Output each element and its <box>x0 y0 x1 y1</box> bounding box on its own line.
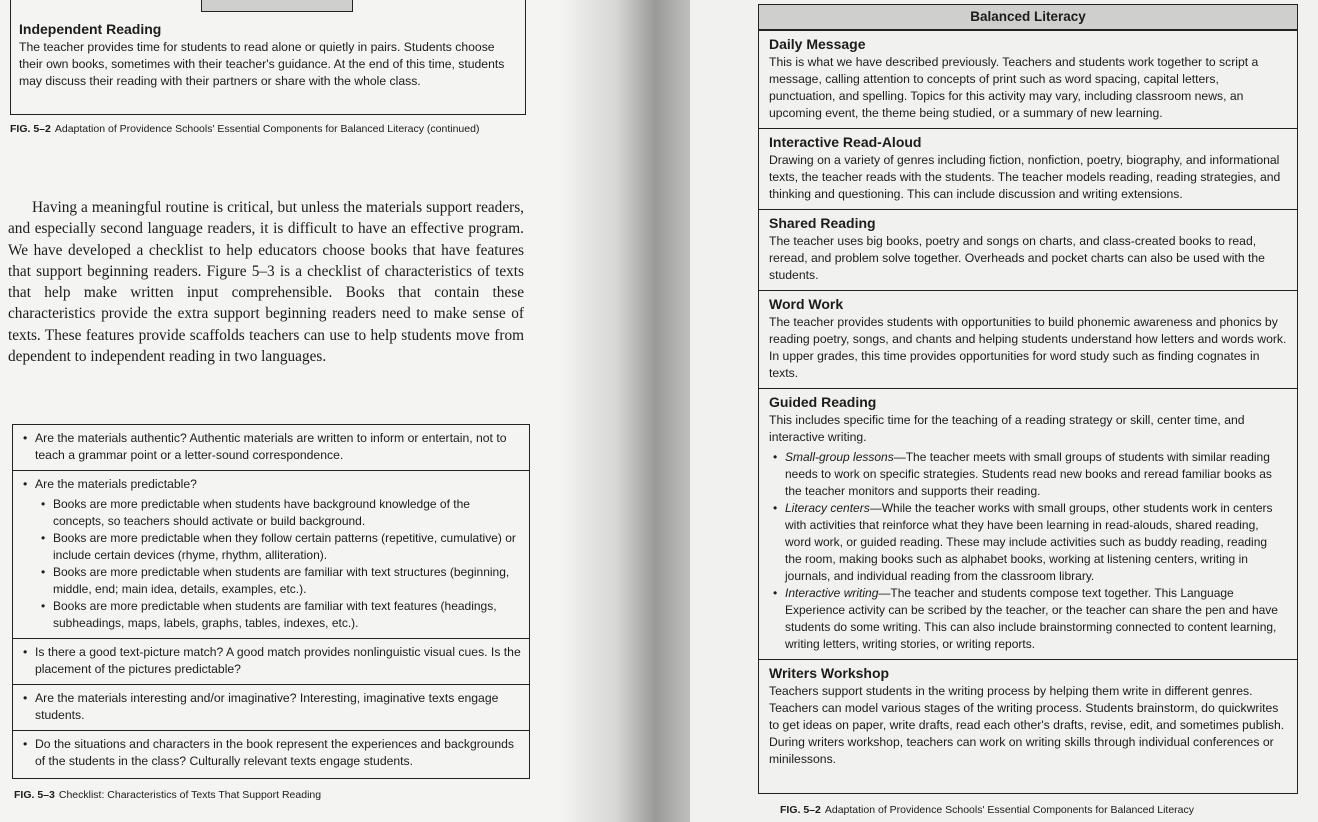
bullet-icon: • <box>23 431 28 445</box>
independent-reading-title: Independent Reading <box>19 21 162 37</box>
bullet-icon: • <box>23 691 28 705</box>
section-guided-reading <box>759 388 1297 659</box>
checklist-item-text-picture: • Is there a good text-picture match? A good match provides nonlinguistic visual cues. Is the placement of the pictures predictable? <box>13 638 529 684</box>
bullet-icon: • <box>773 450 778 464</box>
fig-5-2-continued-caption <box>10 123 479 135</box>
left-page <box>0 0 600 822</box>
caption-label: FIG. 5–2 <box>10 123 51 135</box>
bullet-icon: • <box>23 737 28 751</box>
checklist-box <box>12 424 530 779</box>
section-title: Writers Workshop <box>769 665 890 681</box>
caption-label: FIG. 5–3 <box>14 789 55 801</box>
body-paragraph: Having a meaningful routine is critical, but unless the materials support readers, and especially second language readers, it is difficult to have an effective program. We have developed a checklist to help educators choose books that have features that support beginning readers. Figure 5–3 is a checklist of characteristics of texts that help make written input comprehensible. Books that contain these characteristics provide the extra support beginning readers need to make sense of texts. These features provide scaffolds teachers can use to help students move from dependent to independent reading in two languages. <box>8 199 524 366</box>
bullet-icon: • <box>41 599 46 613</box>
fig-5-2-caption <box>780 804 1194 816</box>
bullet-icon: • <box>23 477 28 491</box>
section-text: Drawing on a variety of genres including fiction, nonfiction, poetry, biography, and informational texts, the teacher reads with the students. The teacher models reading, reading strategies, and thinking and questioning. This can include discussion and writing extensions. <box>769 153 1281 201</box>
predictable-sub-item: • Books are more predictable when they follow certain patterns (repetitive, cumulative) or include certain devices (rhyme, rhythm, alliteration). <box>41 531 516 562</box>
fig-5-3-caption <box>14 789 321 801</box>
balanced-literacy-table <box>758 4 1298 794</box>
table-title: Balanced Literacy <box>759 5 1297 30</box>
caption-text: Checklist: Characteristics of Texts That Support Reading <box>58 789 322 801</box>
predictable-sub-item: • Books are more predictable when students are familiar with text structures (beginning, middle, end; main idea, details, examples, etc.). <box>41 565 510 596</box>
section-text: Teachers support students in the writing process by helping them write in different genres. Teachers can model various stages of the writing process. Students brainstorm, do quickwrites to get ideas on paper, write drafts, read each other's drafts, revise, edit, and sometimes publish. During writers workshop, teachers can work on writing skills through individual conferences or minilessons. <box>769 684 1285 766</box>
caption-text: Adaptation of Providence Schools' Essential Components for Balanced Literacy (continued) <box>54 123 480 135</box>
checklist-item-interesting: • Are the materials interesting and/or imaginative? Interesting, imaginative texts engage students. <box>13 684 529 730</box>
right-page <box>690 0 1318 822</box>
section-text: The teacher uses big books, poetry and songs on charts, and class-created books to read, reread, and problem solve together. Overheads and pocket charts can also be used with the students. <box>769 234 1265 282</box>
section-title: Guided Reading <box>769 394 877 410</box>
section-title: Daily Message <box>769 36 866 52</box>
checklist-item-culturally-relevant: • Do the situations and characters in the book represent the experiences and backgrounds of the students in the class? Culturally relevant texts engage students. <box>13 730 529 776</box>
section-word-work <box>759 290 1297 388</box>
bullet-icon: • <box>41 565 46 579</box>
guided-item-interactive-writing: • Interactive writing—The teacher and students compose text together. This Language Experience activity can be scribed by the teacher, or the teacher can share the pen and have students do some writing. This can also include brainstorming connected to content learning, writing letters, writing stories, or writing reports. <box>773 586 1278 651</box>
section-intro: This includes specific time for the teaching of a reading strategy or skill, center time, and interactive writing. <box>769 413 1245 444</box>
predictable-sub-item: • Books are more predictable when students are familiar with text features (headings, subheadings, maps, labels, graphs, tables, indexes, etc.). <box>41 599 497 630</box>
caption-text: Adaptation of Providence Schools' Essential Components for Balanced Literacy <box>824 804 1194 816</box>
section-shared-reading <box>759 209 1297 290</box>
bullet-icon: • <box>773 501 778 515</box>
bullet-icon: • <box>41 531 46 545</box>
bullet-icon: • <box>773 586 778 600</box>
section-title: Interactive Read-Aloud <box>769 134 922 150</box>
bullet-icon: • <box>23 645 28 659</box>
guided-item-small-group: • Small-group lessons—The teacher meets with small groups of students with similar reading needs to work on specific strategies. Students read new books and reread familiar books as the teacher monitors and supports their reading. <box>773 450 1272 498</box>
predictable-sub-item: • Books are more predictable when students have background knowledge of the concepts, so teachers should activate or build background. <box>41 497 470 528</box>
section-title: Shared Reading <box>769 215 876 231</box>
bullet-icon: • <box>41 497 46 511</box>
section-daily-message <box>759 30 1297 128</box>
checklist-item-predictable: • Are the materials predictable? • Books are more predictable when students have background knowledge of the concepts, so teachers should activate or build background. • Books are more predictable when they follow certain patterns (repetitive, cumulative) or include certain devices (rhyme, rhythm, alliteration). • Books are more predictable when students are familiar with text structures (beginning, middle, end; main idea, details, examples, etc.). • Books are more predictable when students are familiar with text features (headings, subheadings, maps, labels, graphs, tables, indexes, etc.). <box>13 470 529 638</box>
independent-reading-box <box>10 0 526 115</box>
guided-item-literacy-centers: • Literacy centers—While the teacher works with small groups, other students work in centers with activities that reinforce what they have been learning in read-alouds, shared reading, word work, or guided reading. These may include activities such as buddy reading, reading the room, making books such as alphabet books, working at listening centers, writing in journals, and individual reading from the classroom library. <box>773 501 1273 583</box>
clipped-header-band <box>201 0 353 12</box>
independent-reading-text: The teacher provides time for students to read alone or quietly in pairs. Students choose their own books, sometimes with their teacher's guidance. At the end of this time, students may discuss their reading with their partners or share with the whole class. <box>19 40 505 88</box>
section-text: The teacher provides students with opportunities to build phonemic awareness and phonics by reading poetry, songs, and chants and helping students understand how letters and words work. In upper grades, this time provides opportunities for word study such as finding cognates in texts. <box>769 315 1287 380</box>
section-text: This is what we have described previously. Teachers and students work together to script a message, calling attention to concepts of print such as word spacing, capital letters, punctuation, and spelling. Topics for this activity may vary, including classroom news, an upcoming event, the theme being studied, or a summary of new learning. <box>769 55 1259 120</box>
checklist-item-authentic: • Are the materials authentic? Authentic materials are written to inform or entertain, not to teach a grammar point or a letter-sound correspondence. <box>23 431 507 462</box>
section-writers-workshop <box>759 659 1297 774</box>
section-title: Word Work <box>769 296 844 312</box>
caption-label: FIG. 5–2 <box>780 804 821 816</box>
section-interactive-read-aloud <box>759 128 1297 209</box>
